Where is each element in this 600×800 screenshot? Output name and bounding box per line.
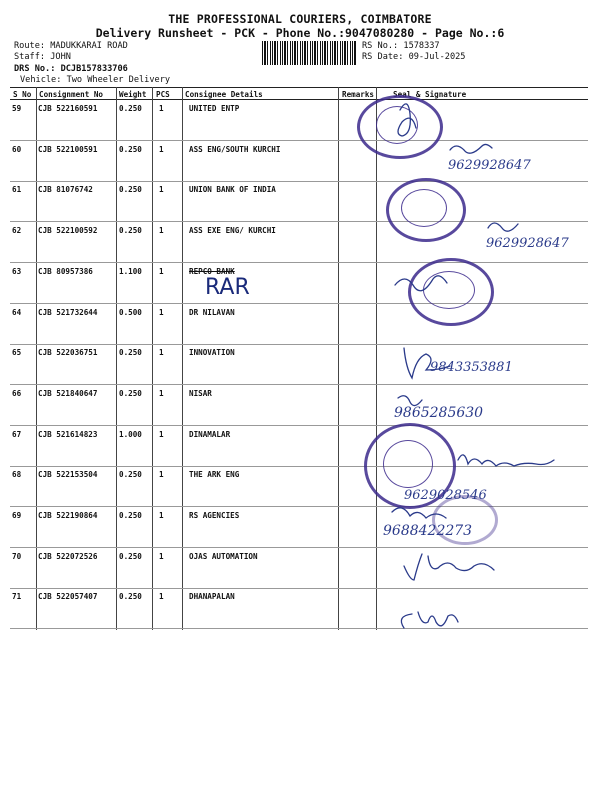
col-seal-signature: Seal & Signature	[393, 90, 467, 99]
handwritten-phone: 9843353881	[430, 360, 513, 375]
route-label: Route: MADUKKARAI ROAD	[14, 41, 128, 51]
serial-number: 63	[12, 266, 22, 276]
serial-number: 70	[12, 551, 22, 561]
serial-number: 59	[12, 104, 22, 113]
consignee-name: NISAR	[189, 388, 212, 398]
col-consignee: Consignee Details	[185, 90, 263, 99]
col-weight: Weight	[119, 90, 147, 99]
weight-value: 0.250	[119, 551, 142, 561]
signature	[401, 612, 458, 628]
rs-number: RS No.: 1578337	[362, 41, 440, 51]
consignee-name: THE ARK ENG	[189, 470, 240, 480]
consignment-number: CJB 522100592	[38, 226, 98, 236]
weight-value: 1.000	[119, 429, 142, 439]
serial-number: 67	[12, 429, 22, 439]
pieces-count: 1	[159, 185, 164, 195]
drs-number: DRS No.: DCJB157833706	[14, 64, 128, 74]
consignee-name: INNOVATION	[189, 348, 235, 358]
weight-value: 0.250	[119, 388, 142, 398]
consignment-number: CJB 521840647	[38, 388, 98, 398]
serial-number: 66	[12, 388, 22, 398]
pieces-count: 1	[159, 307, 164, 317]
pieces-count: 1	[159, 144, 164, 154]
signature	[398, 104, 416, 136]
consignee-name: DR NILAVAN	[189, 307, 235, 317]
signature	[458, 455, 554, 466]
weight-value: 0.250	[119, 511, 142, 520]
consignment-number: CJB 521614823	[38, 429, 98, 439]
serial-number: 69	[12, 511, 22, 520]
consignee-name: REPCO BANK	[189, 266, 235, 276]
weight-value: 0.250	[119, 348, 142, 358]
pieces-count: 1	[159, 266, 164, 276]
consignment-number: CJB 522100591	[38, 144, 98, 154]
consignee-name: DHANAPALAN	[189, 592, 235, 602]
signature	[450, 144, 492, 153]
consignee-name: DINAMALAR	[189, 429, 231, 439]
weight-value: 0.250	[119, 592, 142, 602]
pieces-count: 1	[159, 388, 164, 398]
col-consignment: Consignment No	[39, 90, 104, 99]
pieces-count: 1	[159, 551, 164, 561]
pieces-count: 1	[159, 104, 164, 113]
weight-value: 0.250	[119, 470, 142, 480]
serial-number: 61	[12, 185, 22, 195]
signature	[392, 508, 446, 518]
consignee-name: ASS ENG/SOUTH KURCHI	[189, 144, 281, 154]
col-remarks: Remarks	[342, 90, 375, 99]
handwritten-phone: 9629028546	[404, 488, 487, 503]
pieces-count: 1	[159, 226, 164, 236]
weight-value: 1.100	[119, 266, 142, 276]
rs-date: RS Date: 09-Jul-2025	[362, 52, 466, 62]
pieces-count: 1	[159, 348, 164, 358]
handwritten-phone: 9865285630	[394, 405, 484, 421]
pieces-count: 1	[159, 511, 164, 520]
signature	[398, 396, 422, 406]
serial-number: 64	[12, 307, 22, 317]
serial-number: 60	[12, 144, 22, 154]
consignee-name: RS AGENCIES	[189, 511, 240, 520]
consignment-number: CJB 522057407	[38, 592, 98, 602]
serial-number: 62	[12, 226, 22, 236]
consignment-number: CJB 522160591	[38, 104, 98, 113]
col-pcs: PCS	[156, 90, 170, 99]
signature	[404, 348, 450, 378]
consignment-number: CJB 522036751	[38, 348, 98, 358]
staff-label: Staff: JOHN	[14, 52, 71, 62]
company-title: THE PROFESSIONAL COURIERS, COIMBATORE	[168, 12, 432, 26]
handwritten-phone: 9629928647	[448, 158, 531, 173]
vehicle-label: Vehicle: Two Wheeler Delivery	[20, 75, 171, 85]
serial-number: 65	[12, 348, 22, 358]
pieces-count: 1	[159, 429, 164, 439]
consignee-name: UNITED ENTP	[189, 104, 240, 113]
consignee-name: ASS EXE ENG/ KURCHI	[189, 226, 276, 236]
serial-number: 68	[12, 470, 22, 480]
handwritten-phone: 9629928647	[486, 236, 569, 251]
consignee-name: OJAS AUTOMATION	[189, 551, 258, 561]
col-sno: S No	[13, 90, 32, 99]
consignment-number: CJB 522072526	[38, 551, 98, 561]
consignment-number: CJB 81076742	[38, 185, 93, 195]
weight-value: 0.500	[119, 307, 142, 317]
weight-value: 0.250	[119, 144, 142, 154]
pieces-count: 1	[159, 592, 164, 602]
consignment-number: CJB 521732644	[38, 307, 98, 317]
runsheet-title: Delivery Runsheet - PCK - Phone No.:9047080280 - Page No.:6	[95, 26, 505, 40]
signature	[404, 554, 494, 580]
signature	[488, 223, 518, 231]
signature	[395, 276, 447, 291]
handwritten-note: RAR	[205, 275, 250, 300]
pieces-count: 1	[159, 470, 164, 480]
serial-number: 71	[12, 592, 22, 602]
handwritten-phone: 9688422273	[383, 523, 473, 539]
consignment-number: CJB 522153504	[38, 470, 98, 480]
weight-value: 0.250	[119, 185, 142, 195]
consignee-name: UNION BANK OF INDIA	[189, 185, 276, 195]
consignment-number: CJB 522190864	[38, 511, 98, 520]
weight-value: 0.250	[119, 104, 142, 113]
consignment-number: CJB 80957386	[38, 266, 93, 276]
weight-value: 0.250	[119, 226, 142, 236]
